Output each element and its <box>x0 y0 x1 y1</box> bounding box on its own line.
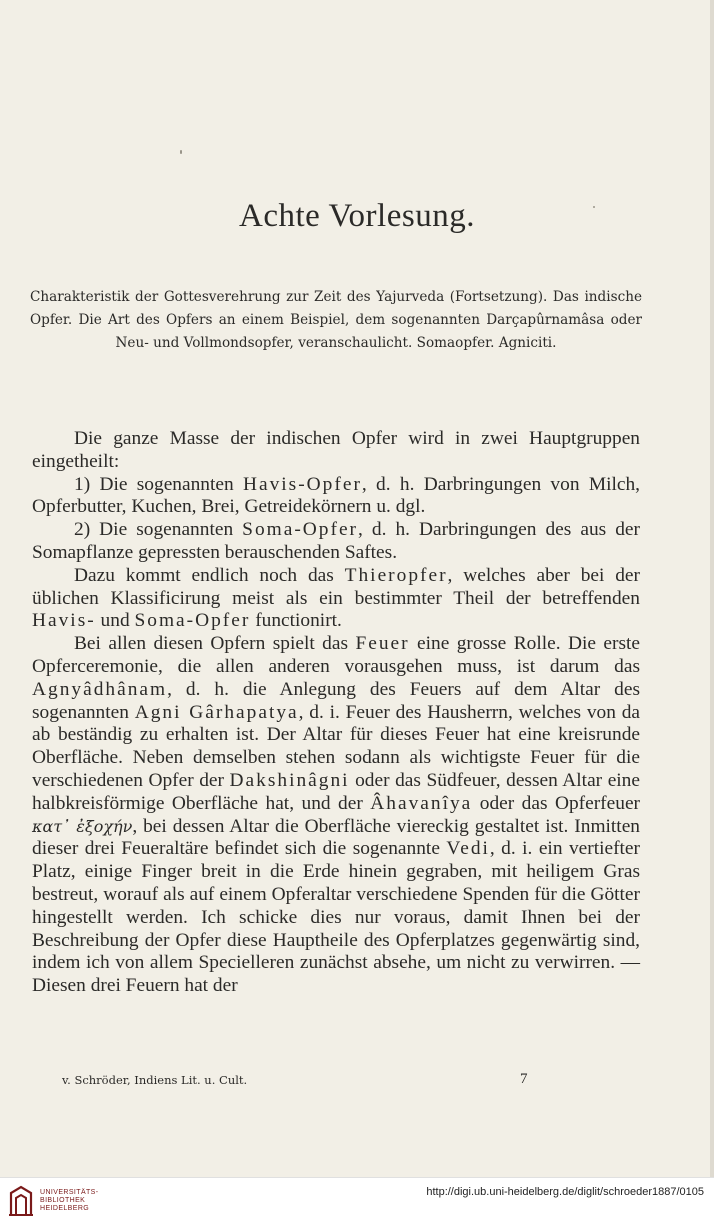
text-run: , d. h. Darbringungen von Milch, Opferbutter, Kuchen, Brei, Getreidekörnern u. dgl. <box>32 473 640 518</box>
permalink-url[interactable]: http://digi.ub.uni-heidelberg.de/diglit/schroeder1887/0105 <box>426 1186 704 1198</box>
viewer-footer-bar <box>0 1177 714 1228</box>
term-havis: Havis-Opfer <box>242 473 362 495</box>
page-edge <box>710 0 714 1177</box>
text-run: , d. h. Darbringungen des aus der Somapflanze gepressten berauschenden Saftes. <box>32 519 640 563</box>
text-run: Dazu kommt endlich noch das <box>74 564 345 586</box>
paragraph-intro <box>32 428 640 474</box>
logo-line: HEIDELBERG <box>40 1205 90 1212</box>
library-logo-text[interactable] <box>40 1189 98 1213</box>
paragraph-feuer <box>32 633 640 998</box>
page-footer <box>62 1073 532 1087</box>
term-vedi: Vedi <box>446 838 490 860</box>
chapter-summary: Charakteristik der Gottesverehrung zur Zeit des Yajurveda (Fortsetzung). Das indische Opfer. Die Art des Opfers an einem Beispiel, dem sogenannten Darçapûrnamâsa oder Neu- und Vollmondsopfer, veranschaulicht. Somaopfer. Agniciti. <box>30 289 642 351</box>
body-text <box>32 428 640 998</box>
text-run: oder das Südfeuer, dessen Altar eine halbkreisförmige Oberfläche hat, und der <box>32 769 640 814</box>
text-run: und <box>95 610 135 632</box>
signature-line: v. Schröder, Indiens Lit. u. Cult. <box>62 1073 248 1087</box>
term-agnyadhanam: Agnyâdhânam <box>32 678 168 700</box>
logo-line: BIBLIOTHEK <box>40 1197 86 1204</box>
term-thieropfer: Thieropfer <box>344 564 448 586</box>
term-dakshinagni: Dakshinâgni <box>229 769 350 791</box>
paragraph-soma <box>32 519 640 565</box>
text-run: , welches aber bei der üblichen Klassificirung meist als ein bestimmter Theil der betreffenden <box>32 564 640 609</box>
university-library-logo-icon[interactable] <box>8 1185 34 1217</box>
term-soma: Soma-Opfer <box>134 610 251 632</box>
text-run: Bei allen diesen Opfern spielt das <box>74 633 356 655</box>
text-run: , d. h. die Anlegung des Feuers auf dem Altar des sogenannten <box>32 678 640 723</box>
text-run: Die ganze Masse der indischen Opfer wird in zwei Hauptgruppen eingetheilt: <box>32 428 640 472</box>
term-agni-garhapatya: Agni Gârhapatya <box>134 701 299 723</box>
text-run: , d. i. Feuer des Hausherrn, welches von da ab beständig zu erhalten ist. Der Altar für dieses Feuer hat eine kreisrunde Oberfläche. Neben demselben stehen sodann als wichtigste Feuer für die verschiedenen Opfer der <box>32 701 640 791</box>
text-run: eine grosse Rolle. Die erste Opferceremonie, die allen anderen vorausgehen muss, ist darum das <box>32 633 640 677</box>
paragraph-havis <box>32 474 640 520</box>
term-ahavaniya: Âhavanîya <box>370 792 473 814</box>
term-feuer: Feuer <box>355 633 410 655</box>
term-soma: Soma-Opfer <box>242 519 359 541</box>
text-run: functionirt. <box>250 610 342 632</box>
text-run: , d. i. ein vertiefter Platz, einige Finger breit in die Erde hinein gegraben, mit heiligem Gras bestreut, worauf als auf einem Opferaltar verschiedene Spenden für die Götter hingestellt werden. Ich schicke dies nur voraus, damit Ihnen bei der Beschreibung der Opfer diese Hauptheile des Opferplatzes gegenwärtig sind, indem ich von allem Specielleren zunächst absehe, um nicht zu verwirren. — Diesen drei Feuern hat der <box>32 838 640 997</box>
text-run: 2) Die sogenannten <box>74 519 243 541</box>
paragraph-thieropfer <box>32 565 640 633</box>
chapter-title: Achte Vorlesung. <box>239 198 475 234</box>
logo-line: UNIVERSITÄTS- <box>40 1189 99 1196</box>
term-havis: Havis- <box>32 610 96 632</box>
text-run: , bei dessen Altar die Oberfläche viereckig gestaltet ist. Inmitten dieser drei Feueraltäre befindet sich die sogenannte <box>32 815 640 860</box>
text-run: oder das Opferfeuer <box>472 792 641 814</box>
scan-speck <box>180 150 182 154</box>
greek-phrase: κατ᾽ ἐξοχήν <box>32 816 133 836</box>
text-run: 1) Die sogenannten <box>74 473 243 495</box>
page-number: 7 <box>520 1071 528 1087</box>
